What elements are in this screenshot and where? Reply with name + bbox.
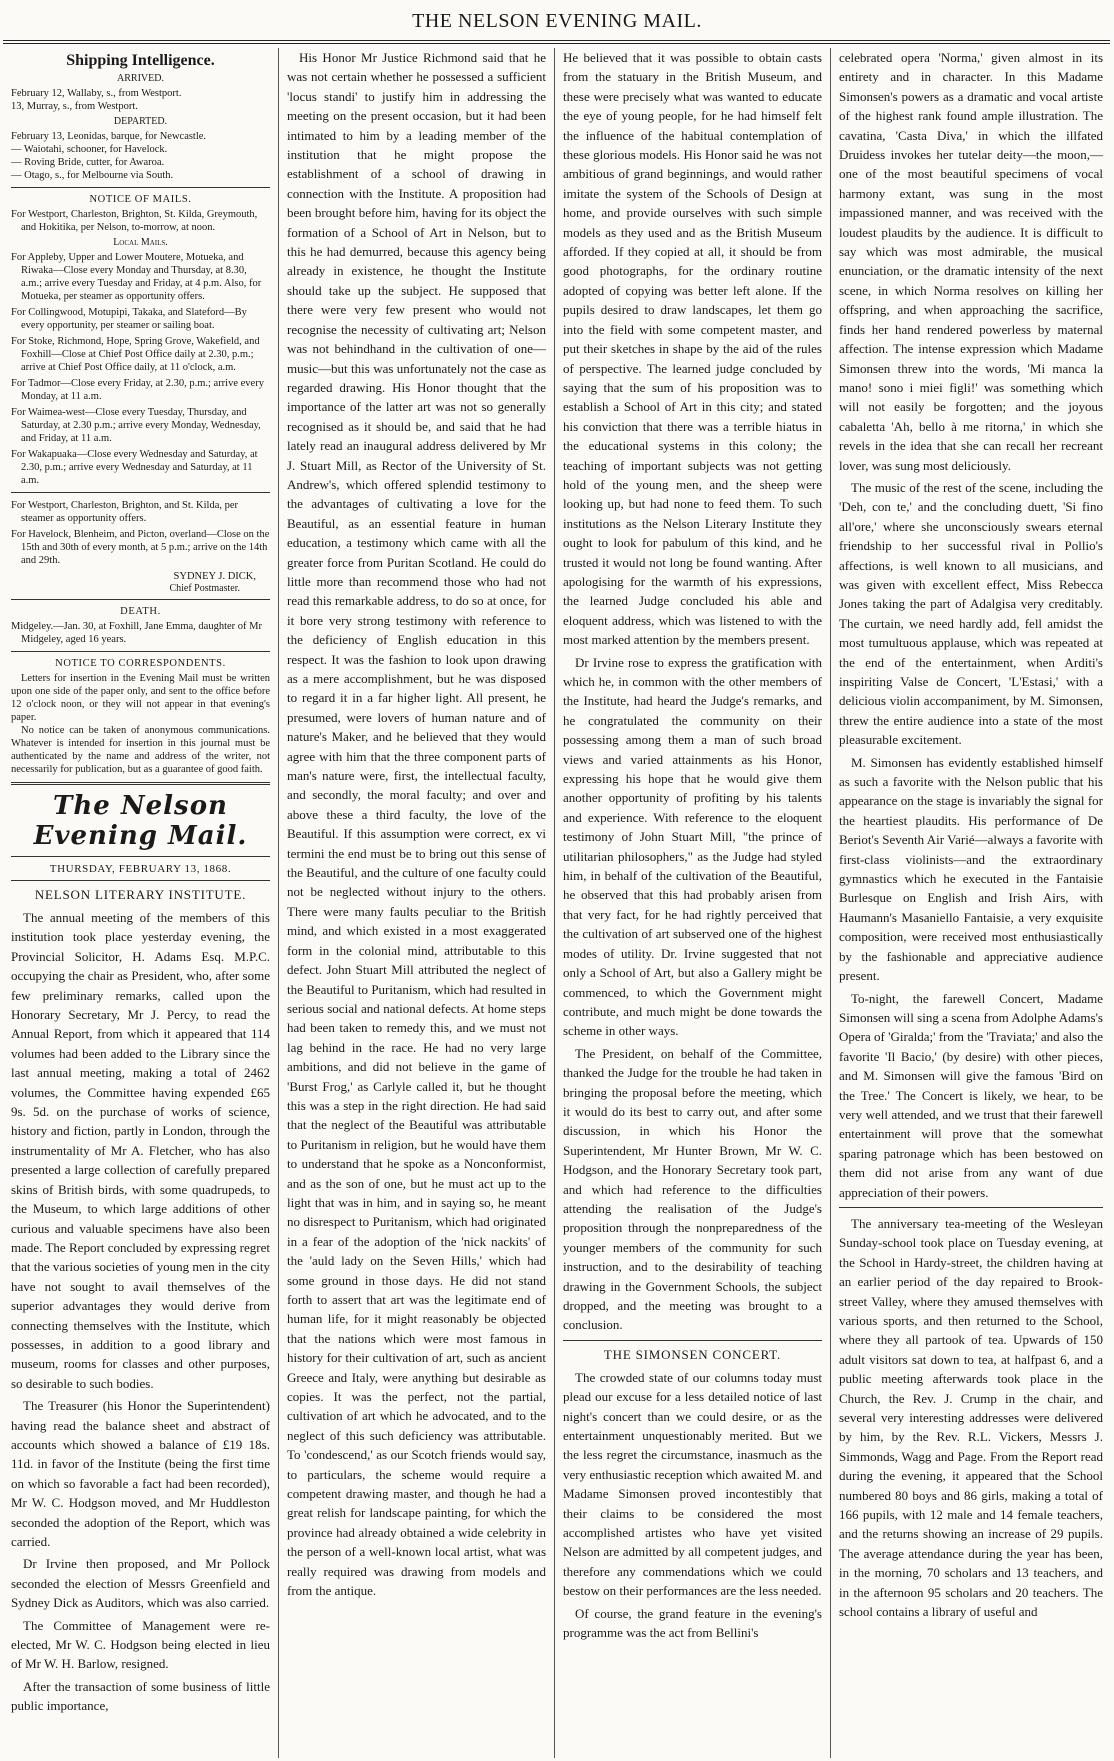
paragraph: The anniversary tea-meeting of the Wesleyan Sunday-school took place on Tuesday evening, at the School in Hardy-street, the children having at an earlier period of the day repaired to Brook-street Valley, where they amused themselves with various sports, and then returned to the School, where they all partook of tea. Upwards of 150 adult visitors sat down to tea, at halfpast 6, and a public meeting afterwards took place in the Church, the Rev. J. Crump in the chair, and several very interesting addresses were delivered by him, by the Rev. R.L. Vickers, Messrs J. Simmonds, Wagg and Page. From the Report read during the evening, it appeared that the School numbered 80 boys and 86 girls, making a total of 166 pupils, with 12 male and 14 female teachers, and the returns showing an increase of 29 pupils. The average attendance during the year has been, in the morning, 70 scholars and 13 teachers, and in the afternoon 95 scholars and 20 teachers. The school contains a library of useful and: [839, 1215, 1103, 1620]
section-rule: [11, 856, 270, 857]
paragraph: He believed that it was possible to obtain casts from the statuary in the British Museum, and these were precisely what was wanted to educate the eye of young people, for he had himself felt the influence of the habitual contemplation of these glorious models. His Honor said he was not ambitious of grand beginnings, and would rather imitate the system of the Schools of Design at home, and provide ourselves with such simple models as they used and as the British Museum afforded. If they copied at all, it should be from good photographs, for the ordinary routine adopted of copying was better left alone. If the pupils desired to draw landscapes, let them go into the field with some competent master, and put their sketches in shape by the aid of the rules of perspective. The learned judge concluded by saying that the sum of his proposition was to establish a School of Art in this city; and stated his conviction that there was a terrible hiatus in the educational systems in this colony; the teaching of important subjects was not getting hold of the young men, and the sheep were looking up, but had none to feed them. To such institutions as the Nelson Literary Institute they ought to look for pabulum of this kind, and he trusted it would not long be found wanting. After apologising for the warmth of his expressions, the learned Judge concluded his able and eloquent address, which was listened to with the most marked attention by the members present.: [563, 50, 822, 648]
wesleyan-article: [839, 1214, 1103, 1622]
paragraph: The Committee of Management were re-elected, Mr W. C. Hodgson being elected in lieu of Mr W. H. Barlow, resigned.: [11, 1617, 270, 1672]
paragraph: Dr Irvine then proposed, and Mr Pollock seconded the election of Messrs Greenfield and Sydney Dick as Auditors, which was also carried.: [11, 1556, 270, 1611]
concert-article-title: THE SIMONSEN CONCERT.: [603, 1346, 782, 1362]
paragraph: The crowded state of our columns today must plead our excuse for a less detailed notice of last night's concert than we could desire, or as the entertainment unquestionably merited. But we the less regret the circumstance, inasmuch as the very enthusiastic reception which awaited M. and Madame Simonsen proved incontestibly that their claims to be considered the most accomplished artistes who have yet visited Nelson are admitted by all competent judges, and therefore any commendations which we could bestow on their performances are the less needed.: [563, 1369, 822, 1599]
concert-article-part-2: [839, 48, 1103, 1202]
section-rule: [11, 651, 270, 652]
newspaper-flag: The Nelson Evening Mail.: [33, 791, 248, 851]
local-mail-item: For Collingwood, Motupipi, Takaka, and Slateford—By every opportunity, per steamer or sailing boat.: [11, 307, 247, 331]
flag-rule: [11, 782, 270, 785]
departed-label: DEPARTED.: [113, 116, 168, 127]
arrived-list: [11, 87, 270, 113]
column-3: [555, 48, 831, 1758]
local-mail-item: For Appleby, Upper and Lower Moutere, Motueka, and Riwaka—Close every Monday and Thursday, at 8.30, a.m.; arrive every Tuesday and Friday, at 4 p.m. Also, for Motueka, per steamer as opportunity offers.: [11, 252, 262, 302]
arrived-item: 13, Murray, s., from Westport.: [11, 101, 138, 112]
column-1: [3, 48, 279, 1758]
paragraph: celebrated opera 'Norma,' given almost in its entirety and in character. In this Madame Simonsen's powers as a dramatic and vocal artiste of the highest rank found ample illustration. The cavatina, 'Casta Diva,' in which the illfated Druidess invokes her tutelar deity—the moon,—one of the most beautiful specimens of vocal harmony extant, was sung in the most impassioned manner, and was received with the loudest plaudits by the audience. It is difficult to say which was most admirable, the musical enunciation, or the dramatic intensity of the next scene, in which Norma resolves on killing her offspring, and when approaching the sacrifice, finds her hand rendered powerless by maternal affection. The intense expression which Madame Simonsen threw into the words, 'Mi manca la mano! sono i miei figli!' was something which will not easily be forgotten; and the joyous cabaletta 'Ah, bello à me ritorna,' in which she revels in the idea that she can recall her recreant lover, was sung most deliciously.: [839, 50, 1103, 473]
local-mail-item: For Waimea-west—Close every Tuesday, Thursday, and Saturday, at 2.30 p.m.; arrive every Monday, Wednesday, and Friday, at 11 a.m.: [11, 407, 261, 444]
other-mails-list: [11, 499, 270, 567]
concert-article-part-1: [563, 1368, 822, 1643]
correspondents-title: NOTICE TO CORRESPONDENTS.: [55, 658, 226, 669]
local-mails-label: Local Mails.: [113, 237, 168, 248]
column-2: [279, 48, 555, 1758]
departed-item: — Roving Bride, cutter, for Awaroa.: [11, 157, 165, 168]
section-rule: [11, 187, 270, 188]
institute-article-part-2: [287, 48, 546, 1601]
paragraph: The Treasurer (his Honor the Superintendent) having read the balance sheet and abstract of accounts which showed a balance of £19 18s. 11d. in favor of the Institute (being the first time on which so favorable a fact had been recorded), Mr W. C. Hodgson moved, and Mr Huddleston seconded the adoption of the Report, which was carried.: [11, 1398, 270, 1549]
postmaster-name: SYDNEY J. DICK,: [173, 571, 256, 582]
masthead: THE NELSON EVENING MAIL.: [412, 10, 702, 32]
section-rule: [11, 880, 270, 881]
shipping-title: Shipping Intelligence.: [66, 52, 215, 69]
postmaster-title: Chief Postmaster.: [169, 583, 240, 594]
departed-item: — Otago, s., for Melbourne via South.: [11, 170, 174, 181]
paragraph: Dr Irvine rose to express the gratification with which he, in common with the other members of the Institute, had heard the Judge's remarks, and he congratulated the community on their possessing among them a man of such broad views and varied attainments as his Honor, expressing his hope that he would give them another opportunity of profiting by his talents and experience. With reference to the eloquent testimony of John Stuart Mill, "the prince of utilitarian philosophers," as the Judge had styled him, in behalf of the cultivation of the Beautiful, he observed that this had probably arisen from that very fact, for he had rightly perceived that the cultivation of art subserved one of the highest modes of utility. Dr. Irvine suggested that not only a School of Art, but also a Gallery might be commenced, to which the Government might contribute, and much might be done towards the scheme in other ways.: [563, 654, 822, 1039]
section-rule: [563, 1340, 822, 1341]
institute-article-title: NELSON LITERARY INSTITUTE.: [34, 887, 247, 902]
section-rule: [839, 1207, 1103, 1208]
section-rule: [11, 599, 270, 600]
section-rule: [11, 492, 270, 493]
death-notice: Midgeley.—Jan. 30, at Foxhill, Jane Emma, daughter of Mr Midgeley, aged 16 years.: [11, 621, 262, 645]
local-mail-item: For Wakapuaka—Close every Wednesday and Saturday, at 2.30, p.m.; arrive every Wednesday and Saturday, at 11 a.m.: [11, 449, 258, 486]
paragraph: The President, on behalf of the Committee, thanked the Judge for the trouble he had taken in bringing the proposal before the meeting, which it would do its best to carry out, and after some discussion, in which his Honor the Superintendent, Mr Hunter Brown, Mr W. C. Hodgson, and the Honorary Secretary took part, and which had reference to the difficulties attending the realisation of the Judge's proposition through the nonpreparedness of the younger members of the community for such instruction, and to the desirability of teaching drawing in the Government Schools, the subject dropped, and the meeting was brought to a conclusion.: [563, 1045, 822, 1333]
local-mails-list: [11, 251, 270, 487]
paragraph: Of course, the grand feature in the evening's programme was the act from Bellini's: [563, 1605, 822, 1641]
paragraph: The annual meeting of the members of this institution took place yesterday evening, the Provincial Solicitor, H. Adams Esq. M.P.C. occupying the chair as President, who, after some few preliminary remarks, called upon the Honorary Secretary, Mr J. Percy, to read the Annual Report, from which it appeared that 114 volumes had been added to the Library since the last annual meeting, making a total of 2462 volumes, the Committee having expended £65 9s. 5d. on the purchase of works of science, history and fiction, partly in London, through the instrumentality of Mr A. Fletcher, who has also presented a large collection of carefully prepared skins of British birds, with some quadrupeds, to the Museum, to which large additions of other curious and valuable specimens have also been made. The Report concluded by expressing regret that the various societies of young men in the city have not sought to avail themselves of the superior advantages they would derive from connecting themselves with the Institute, which possesses, in addition to a good library and museum, rooms for classes and other purposes, so desirable to such bodies.: [11, 910, 270, 1391]
paragraph: To-night, the farewell Concert, Madame Simonsen will sing a scena from Adolphe Adams's Opera of 'Giralda;' from the 'Traviata;' and also the favorite 'Il Bacio,' (by desire) with other pieces, and M. Simonsen will give the famous 'Bird on the Tree.' The Concert is likely, we hear, to be very well attended, and we trust that their farewell entertainment will prove that the somewhat sparing patronage which has been bestowed on them did not arise from any want of due appreciation of their powers.: [839, 990, 1103, 1200]
departed-item: February 13, Leonidas, barque, for Newcastle.: [11, 131, 207, 142]
paragraph: After the transaction of some business of little public importance,: [11, 1678, 270, 1714]
institute-article-part-1: [11, 908, 270, 1716]
mails-title: NOTICE OF MAILS.: [89, 194, 192, 205]
arrived-item: February 12, Wallaby, s., from Westport.: [11, 88, 182, 99]
departed-list: [11, 130, 270, 182]
issue-dateline: THURSDAY, FEBRUARY 13, 1868.: [49, 863, 232, 875]
paragraph: His Honor Mr Justice Richmond said that he was not certain whether he possessed a sufficient 'locus standi' to justify him in addressing the meeting on the present occasion, but it had been intimated to him by a leading member of the institution that he might propose the establishment of a school of drawing in connection with the Institute. A proposition had been brought before him, having for its object the formation of a School of Art in Nelson, but to this he had demurred, because this agency being already in existence, he thought the Institute should take up the subject. He supposed that there were very few present who would not recognise the necessity of cultivating art; Nelson was not behindhand in the cultivation of one—music—but this was unfortunately not the case as regarded drawing. His Honor thought that the importance of the latter art was not so generally recognised as it should be, and said that he had lately read an inaugural address delivered by Mr J. Stuart Mill, as Rector of the University of St. Andrew's, which offered splendid testimony to the advantages of cultivating a love for the Beautiful, as an essential feature in human education, a testimony which came with all the greater force from Puritan Scotland. He could do little more than recommend those who had not read this remarkable address, to do so at once, for it bore very strong testimony with reference to the deficiency of English education in this respect. It was the fashion to look upon drawing as a mere accomplishment, but he was disposed to regard it in a far higher light. All present, he presumed, were lovers of human nature and of nature's Maker, and he believed that they would agree with him that the three component parts of man's nature were, first, the intellectual faculty, and secondly, the moral faculty; and over and above these a third faculty, the love of the Beautiful. If this assumption were correct, ex vi termini the end must be to bring out this sense of the Beautiful, and the culture of one faculty could not be neglected without injury to the others. There were many faults peculiar to the British mind, and which existed in a most exaggerated form in the colonial mind, attributable to this defect. John Stuart Mill attributed the neglect of the Beautiful to Puritanism, which had resulted in serious social and national defects. At home steps had been taken to remedy this, and we must not lag behind in the race. He had no very large ambitions, and did not believe in the game of 'Burst Frog,' as Carlyle called it, but he thought this was a step in the right direction. He had said that the neglect of the Beautiful was attributable to Puritanism in religion, but he would have them to understand that he spoke as a Nonconformist, and as the son of one, but he must act up to the light that was in him, and in saying so, he meant no disrespect to Puritanism, which had originated in a fear of the adoption of the 'nick nackits' of the 'auld lady on the Seven Hills,' which had some ground in those days. He did not stand forth to assert that art was the legitimate end of human life, for it might reasonably be objected that the nations which were most famous in history for their cultivation of art, such as ancient Greece and Italy, were anything but desirable as copies. It was the perfect, not the partial, cultivation of art which he advocated, and to the neglect of this such deficiency was attributable. To 'condescend,' as our Scotch friends would say, to particulars, the scheme would require a competent drawing master, and though he had a great relish for landscape painting, for which the province had already obtained a wide celebrity in the person of a well-known local artist, what was really required was drawing from models and from the antique.: [287, 50, 546, 1599]
institute-article-part-3: [563, 48, 822, 1335]
death-title: DEATH.: [120, 606, 161, 617]
correspondents-notice-1: Letters for insertion in the Evening Mail must be written upon one side of the paper only, and sent to the office before 12 o'clock noon, or they will not appear in that evening's paper.: [11, 673, 270, 723]
paragraph: The music of the rest of the scene, including the 'Deh, con te,' and the concluding duett, 'Si fino all'ore,' where she unconsciously swears eternal friendship to her successful rival in Pollio's affections, is well known to all musicians, and was given with excellent effect, Miss Rebecca Jones taking the part of Adalgisa very creditably. The curtain, we need hardly add, fell amidst the most tumultuous applause, which was repeated at the end of the entertainment, when Arditi's inspiriting Valse de Concert, 'L'Estasi,' with a delicious violin accompaniment, by M. Simonsen, threw the entire audience into a state of the most pleasurable excitement.: [839, 479, 1103, 748]
departed-item: — Waiotahi, schooner, for Havelock.: [11, 144, 168, 155]
other-mail-item: For Westport, Charleston, Brighton, and St. Kilda, per steamer as opportunity offers.: [11, 500, 239, 524]
local-mail-item: For Tadmor—Close every Friday, at 2.30, p.m.; arrive every Monday, at 11 a.m.: [11, 378, 264, 402]
arrived-label: ARRIVED.: [117, 73, 164, 84]
paragraph: M. Simonsen has evidently established himself as such a favorite with the Nelson public that his appearance on the stage is invariably the signal for the heartiest plaudits. His performance of De Beriot's Seventh Air Varié—always a favorite with first-class violinists—and the extraordinary gymnastics which he executed in the Fantaisie Burlesque on English and Irish Airs, with Haumann's Masaniello Fantaisie, a very exquisite composition, were received most enthusiastically by the fashionable and appreciative audience present.: [839, 754, 1103, 984]
masthead-rule: [3, 40, 1110, 44]
correspondents-notice-2: No notice can be taken of anonymous communications. Whatever is intended for insertion in this journal must be authenticated by the name and address of the writer, not necessarily for publication, but as a guarantee of good faith.: [11, 725, 270, 775]
mails-intro: For Westport, Charleston, Brighton, St. Kilda, Greymouth, and Hokitika, per Nelson, to-morrow, at noon.: [11, 209, 258, 233]
local-mail-item: For Stoke, Richmond, Hope, Spring Grove, Wakefield, and Foxhill—Close at Chief Post Office daily at 2.30, p.m.; arrive at Chief Post Office daily, at 11 o'clock, a.m.: [11, 336, 260, 373]
other-mail-item: For Havelock, Blenheim, and Picton, overland—Close on the 15th and 30th of every month, at 5 p.m.; arrive on the 14th and 29th.: [11, 529, 270, 566]
columns: [3, 48, 1111, 1758]
column-4: [831, 48, 1111, 1758]
